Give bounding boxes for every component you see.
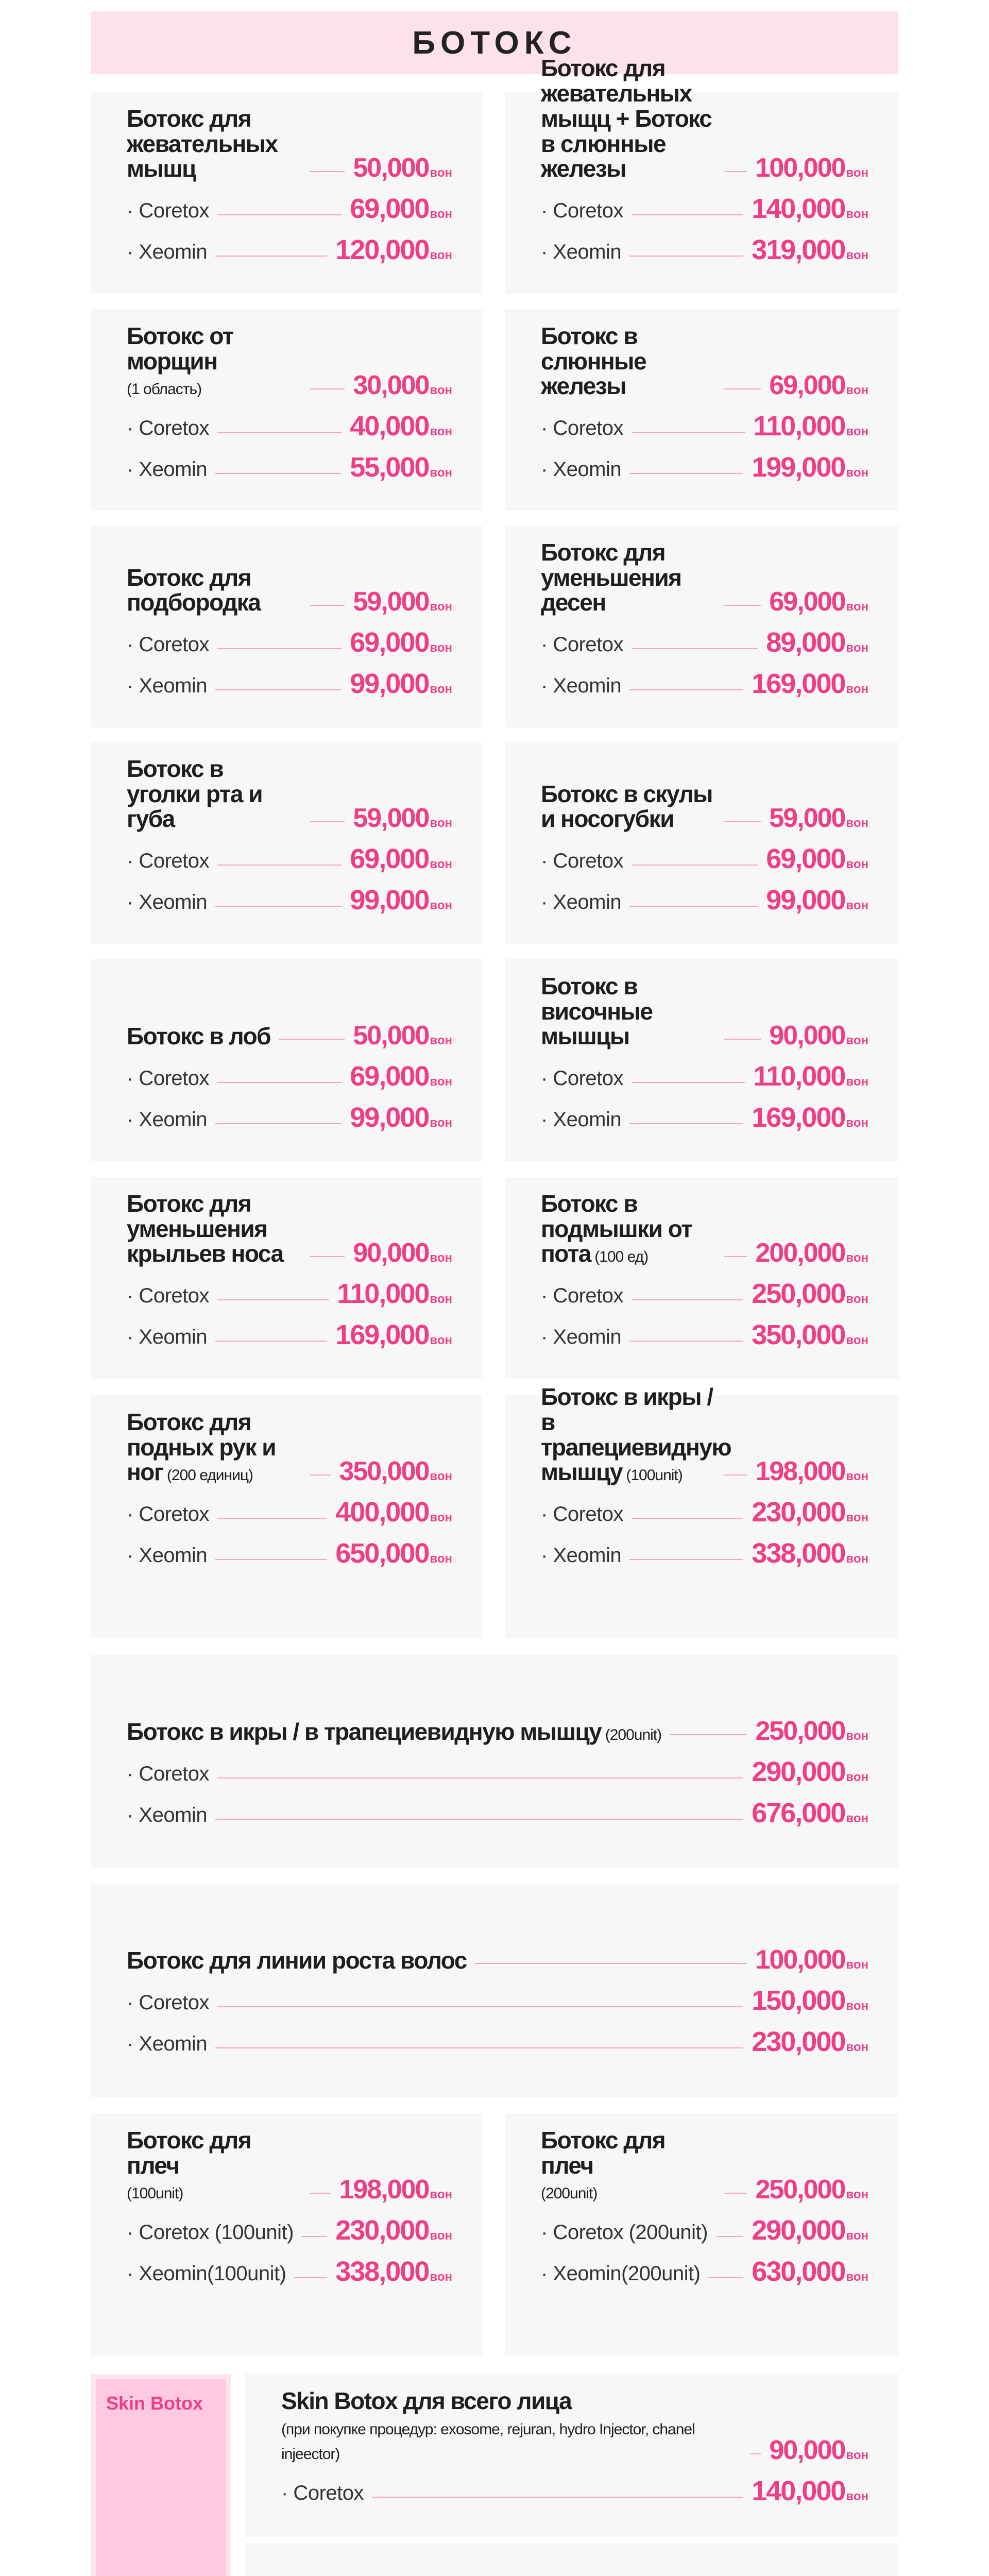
option-row xyxy=(281,2464,868,2505)
option-price: 140,000вон xyxy=(752,2476,868,2506)
option-row xyxy=(541,1266,868,1308)
skin-botox-label-box xyxy=(91,2374,231,2576)
procedure-name: Ботокс в скулы и носогубки xyxy=(541,780,712,833)
option-name: · Xeomin(200unit) xyxy=(541,2262,701,2285)
leader-line xyxy=(215,689,342,690)
option-price: 99,000вон xyxy=(350,1102,452,1133)
option-row xyxy=(127,223,452,264)
leader-line xyxy=(217,432,342,433)
leader-line xyxy=(475,1963,747,1964)
price-card-16 xyxy=(91,1884,898,2097)
procedure-row xyxy=(127,1190,452,1268)
leader-line xyxy=(217,214,342,215)
option-row xyxy=(541,873,868,914)
option-name: · Xeomin xyxy=(541,1544,622,1567)
leader-line xyxy=(310,605,345,606)
option-name: · Xeomin xyxy=(127,241,208,263)
procedure-note: (100unit) xyxy=(622,1467,683,1484)
procedure-note: (200unit) xyxy=(541,2185,598,2202)
option-name: · Xeomin xyxy=(127,2032,208,2055)
option-price: 676,000вон xyxy=(752,1798,868,1828)
option-row xyxy=(127,399,452,440)
leader-line xyxy=(724,388,761,389)
base-price: 69,000вон xyxy=(769,370,868,400)
option-name: · Coretox xyxy=(127,1991,209,2014)
price-card-3 xyxy=(91,309,482,511)
option-price: 338,000вон xyxy=(335,2256,452,2287)
base-price: 350,000вон xyxy=(339,1456,452,1486)
leader-line xyxy=(751,2453,761,2454)
option-price: 650,000вон xyxy=(335,1538,452,1569)
procedure-row xyxy=(541,322,868,400)
leader-line xyxy=(215,906,342,907)
procedure-row xyxy=(127,105,452,183)
leader-line xyxy=(310,2193,331,2194)
leader-line xyxy=(310,171,345,172)
option-price: 99,000вон xyxy=(350,885,452,916)
leader-line xyxy=(632,1299,743,1300)
option-price: 99,000вон xyxy=(350,668,452,699)
option-price: 55,000вон xyxy=(350,452,452,483)
procedure-row xyxy=(127,755,452,833)
procedure-name: Skin Botox для всего лица (при покупке процедур: exosome, rejuran, hydro Injector, chanel injeector) xyxy=(281,2387,695,2463)
leader-line xyxy=(217,865,342,866)
option-name: · Xeomin xyxy=(541,891,622,913)
option-price: 69,000вон xyxy=(350,1061,452,1092)
leader-line xyxy=(629,689,743,690)
price-card-12 xyxy=(505,1177,898,1379)
option-price: 140,000вон xyxy=(752,193,868,224)
option-name: · Xeomin xyxy=(127,458,208,481)
option-row xyxy=(541,181,868,223)
leader-line xyxy=(629,1123,743,1124)
option-row xyxy=(127,440,452,481)
option-name: · Xeomin xyxy=(541,674,622,697)
option-name: · Coretox xyxy=(281,2482,364,2504)
procedure-row xyxy=(541,538,868,617)
option-row xyxy=(127,1973,868,2014)
option-name: · Coretox xyxy=(127,633,209,656)
option-name: · Coretox (100unit) xyxy=(127,2221,294,2244)
price-card-9 xyxy=(91,959,482,1161)
leader-line xyxy=(724,1475,747,1476)
option-price: 99,000вон xyxy=(766,885,868,916)
procedure-row xyxy=(127,1408,452,1486)
procedure-row xyxy=(281,2387,868,2465)
price-card-5 xyxy=(91,526,482,727)
skin-botox-label: Skin Botox xyxy=(106,2393,203,2414)
option-name: · Xeomin xyxy=(127,891,208,913)
option-name: · Coretox xyxy=(541,1067,623,1090)
procedure-name: Ботокс для уменьшения крыльев носа xyxy=(127,1190,283,1267)
option-row xyxy=(541,2203,868,2244)
option-price: 110,000вон xyxy=(753,411,868,442)
price-card-10 xyxy=(505,959,898,1161)
option-name: · Coretox xyxy=(541,633,623,656)
option-row xyxy=(127,1526,452,1567)
option-name: · Coretox xyxy=(127,199,209,222)
option-name: · Coretox xyxy=(127,850,209,872)
procedure-row xyxy=(127,982,452,1049)
leader-line xyxy=(632,214,743,215)
leader-line xyxy=(217,1299,329,1300)
leader-line xyxy=(724,2193,747,2194)
procedure-name: Ботокс для подбородка xyxy=(127,564,261,616)
option-name: · Xeomin xyxy=(541,458,622,481)
leader-line xyxy=(302,2236,327,2237)
option-name: · Coretox xyxy=(541,199,623,222)
option-price: 338,000вон xyxy=(752,1538,868,1569)
price-card-20 xyxy=(245,2543,898,2576)
leader-line xyxy=(279,1039,345,1040)
procedure-name: Ботокс в слюнные железы xyxy=(541,322,646,400)
procedure-name: Ботокс от морщин (1 область) xyxy=(127,322,233,398)
leader-line xyxy=(629,473,743,474)
procedure-note: (100 ед) xyxy=(590,1248,649,1266)
option-row xyxy=(127,1308,452,1349)
leader-line xyxy=(215,2047,743,2048)
procedure-name: Ботокс для уменьшения десен xyxy=(541,538,681,616)
procedure-row xyxy=(541,1190,868,1268)
base-price: 30,000вон xyxy=(353,370,452,400)
leader-line xyxy=(310,388,345,389)
leader-line xyxy=(724,821,761,822)
base-price: 69,000вон xyxy=(769,587,868,617)
option-row xyxy=(127,181,452,223)
option-row xyxy=(127,873,452,914)
base-price: 50,000вон xyxy=(353,1021,452,1050)
option-row xyxy=(127,832,452,873)
option-row xyxy=(127,1049,452,1090)
option-price: 230,000вон xyxy=(335,2215,452,2246)
leader-line xyxy=(629,1341,743,1342)
option-row xyxy=(127,2014,868,2056)
price-card-18 xyxy=(505,2113,898,2357)
option-price: 169,000вон xyxy=(335,1319,452,1350)
option-name: · Xeomin xyxy=(541,241,622,263)
base-price: 59,000вон xyxy=(769,803,868,833)
leader-line xyxy=(217,1082,342,1083)
option-row xyxy=(541,1049,868,1090)
leader-line xyxy=(716,2236,743,2237)
option-price: 230,000вон xyxy=(752,2026,868,2057)
procedure-row xyxy=(127,1677,868,1744)
procedure-row xyxy=(127,1906,868,1973)
price-card-14 xyxy=(505,1383,898,1638)
option-name: · Coretox xyxy=(127,1284,209,1307)
option-row xyxy=(541,223,868,264)
option-price: 630,000вон xyxy=(752,2256,868,2287)
leader-line xyxy=(215,1559,327,1560)
option-price: 350,000вон xyxy=(752,1319,868,1350)
procedure-note: (100unit) xyxy=(127,2185,183,2202)
option-price: 40,000вон xyxy=(350,411,452,442)
option-name: · Xeomin(100unit) xyxy=(127,2262,286,2285)
option-price: 230,000вон xyxy=(752,1497,868,1528)
option-name: · Xeomin xyxy=(127,1804,208,1826)
procedure-note: (200 единиц) xyxy=(163,1467,253,1484)
procedure-note: (1 область) xyxy=(127,381,202,398)
leader-line xyxy=(632,432,745,433)
price-card-1 xyxy=(91,92,482,294)
option-row xyxy=(127,1786,868,1827)
leader-line xyxy=(217,1777,743,1778)
option-row xyxy=(127,2203,452,2244)
base-price: 250,000вон xyxy=(755,2175,868,2205)
option-name: · Coretox (200unit) xyxy=(541,2221,708,2244)
price-card-11 xyxy=(91,1177,482,1379)
option-row xyxy=(127,656,452,698)
option-price: 69,000вон xyxy=(350,627,452,658)
procedure-name: Ботокс для линии роста волос xyxy=(127,1947,467,1974)
option-price: 199,000вон xyxy=(752,452,868,483)
option-price: 250,000вон xyxy=(752,1278,868,1309)
procedure-name: Ботокс в подмышки от пота (100 ед) xyxy=(541,1190,692,1267)
option-price: 169,000вон xyxy=(752,1102,868,1133)
procedure-row xyxy=(127,2126,452,2205)
leader-line xyxy=(310,821,345,822)
price-card-15 xyxy=(91,1655,898,1868)
procedure-row xyxy=(541,2126,868,2205)
leader-line xyxy=(632,1518,743,1519)
option-row xyxy=(541,832,868,873)
option-name: · Coretox xyxy=(127,417,209,439)
option-row xyxy=(541,1526,868,1567)
procedure-name: Ботокс для жевательных мышц xyxy=(127,105,278,182)
procedure-name: Ботокс в икры / в трапециевидную мышцу (100unit) xyxy=(541,1383,731,1486)
option-price: 169,000вон xyxy=(752,668,868,699)
base-price: 90,000вон xyxy=(353,1238,452,1268)
option-row xyxy=(541,440,868,481)
leader-line xyxy=(372,2497,743,2498)
option-name: · Coretox xyxy=(127,1503,209,1526)
base-price: 90,000вон xyxy=(769,1021,868,1050)
option-name: · Coretox xyxy=(541,1503,623,1526)
leader-line xyxy=(724,171,747,172)
option-price: 290,000вон xyxy=(752,2215,868,2246)
procedure-row xyxy=(541,765,868,832)
procedure-name: Ботокс в уголки рта и губа xyxy=(127,755,263,833)
option-name: · Coretox xyxy=(541,1284,623,1307)
leader-line xyxy=(670,1734,747,1735)
procedure-name: Ботокс для жевательных мыщц + Ботокс в слюнные железы xyxy=(541,55,712,182)
leader-line xyxy=(215,1123,342,1124)
option-row xyxy=(127,1266,452,1308)
leader-line xyxy=(215,473,342,474)
procedure-note: (при покупке процедур: exosome, rejuran, hydro Injector, chanel injeector) xyxy=(281,2420,695,2463)
procedure-row xyxy=(541,1383,868,1486)
option-price: 69,000вон xyxy=(350,193,452,224)
option-row xyxy=(127,1090,452,1131)
leader-line xyxy=(310,1475,331,1476)
procedure-name: Ботокс для плеч (200unit) xyxy=(541,2126,666,2202)
option-name: · Coretox xyxy=(541,417,623,439)
procedure-name: Ботокс в лоб xyxy=(127,1023,271,1050)
option-name: · Coretox xyxy=(541,850,623,872)
leader-line xyxy=(310,1256,345,1257)
option-name: · Xeomin xyxy=(541,1108,622,1131)
leader-line xyxy=(217,648,342,649)
base-price: 100,000вон xyxy=(755,1945,868,1975)
leader-line xyxy=(629,906,758,907)
option-row xyxy=(541,399,868,440)
option-name: · Coretox xyxy=(127,1762,209,1785)
option-row xyxy=(541,2244,868,2285)
price-card-8 xyxy=(505,742,898,944)
base-price: 90,000вон xyxy=(769,2435,868,2465)
base-price: 59,000вон xyxy=(353,803,452,833)
option-row xyxy=(127,615,452,656)
option-price: 150,000вон xyxy=(752,1985,868,2016)
option-price: 120,000вон xyxy=(335,234,452,265)
base-price: 59,000вон xyxy=(353,587,452,617)
price-card-17 xyxy=(91,2113,482,2357)
procedure-name: Ботокс в височные мышцы xyxy=(541,972,653,1050)
option-name: · Xeomin xyxy=(127,1108,208,1131)
leader-line xyxy=(708,2277,743,2278)
option-row xyxy=(541,1485,868,1526)
option-row xyxy=(127,1744,868,1786)
option-row xyxy=(127,2244,452,2285)
option-name: · Xeomin xyxy=(541,1326,622,1348)
base-price: 200,000вон xyxy=(755,1238,868,1268)
procedure-row xyxy=(127,322,452,400)
leader-line xyxy=(632,865,758,866)
base-price: 198,000вон xyxy=(339,2175,452,2205)
option-row xyxy=(541,1308,868,1349)
option-price: 89,000вон xyxy=(766,627,868,658)
option-name: · Coretox xyxy=(127,1067,209,1090)
price-card-2 xyxy=(505,55,898,294)
option-row xyxy=(541,615,868,656)
option-price: 110,000вон xyxy=(753,1061,868,1092)
leader-line xyxy=(724,1256,747,1257)
price-card-19 xyxy=(245,2374,898,2537)
leader-line xyxy=(724,605,761,606)
leader-line xyxy=(629,256,743,257)
leader-line xyxy=(294,2277,327,2278)
option-price: 290,000вон xyxy=(752,1756,868,1787)
option-price: 110,000вон xyxy=(337,1278,452,1309)
leader-line xyxy=(215,1341,327,1342)
title-bar xyxy=(91,11,898,74)
procedure-name: Ботокс в икры / в трапециевидную мышцу (200unit) xyxy=(127,1718,662,1745)
price-card-6 xyxy=(505,526,898,727)
leader-line xyxy=(215,1819,743,1820)
option-row xyxy=(541,1090,868,1131)
base-price: 198,000вон xyxy=(755,1456,868,1486)
leader-line xyxy=(724,1039,761,1040)
base-price: 250,000вон xyxy=(755,1716,868,1746)
option-price: 319,000вон xyxy=(752,234,868,265)
base-price: 50,000вон xyxy=(353,153,452,183)
procedure-row xyxy=(541,55,868,183)
option-name: · Xeomin xyxy=(127,1544,208,1567)
leader-line xyxy=(632,648,758,649)
option-price: 69,000вон xyxy=(350,843,452,874)
option-name: · Xeomin xyxy=(127,1326,208,1348)
procedure-row xyxy=(281,2566,868,2576)
procedure-name: Ботокс для подных рук и ног (200 единиц) xyxy=(127,1408,276,1486)
procedure-note: (200unit) xyxy=(601,1726,662,1744)
price-card-13 xyxy=(91,1395,482,1638)
page-title: БОТОКС xyxy=(412,25,577,61)
procedure-row xyxy=(541,972,868,1050)
leader-line xyxy=(215,256,327,257)
leader-line xyxy=(217,2006,743,2007)
option-price: 69,000вон xyxy=(766,843,868,874)
option-price: 400,000вон xyxy=(335,1497,452,1528)
procedure-name: Ботокс для плеч (100unit) xyxy=(127,2126,251,2202)
procedure-row xyxy=(127,548,452,615)
option-row xyxy=(127,1485,452,1526)
leader-line xyxy=(632,1082,745,1083)
option-row xyxy=(541,656,868,698)
base-price: 100,000вон xyxy=(755,153,868,183)
price-card-7 xyxy=(91,742,482,944)
option-name: · Xeomin xyxy=(127,674,208,697)
price-card-4 xyxy=(505,309,898,511)
leader-line xyxy=(217,1518,327,1519)
leader-line xyxy=(629,1559,743,1560)
